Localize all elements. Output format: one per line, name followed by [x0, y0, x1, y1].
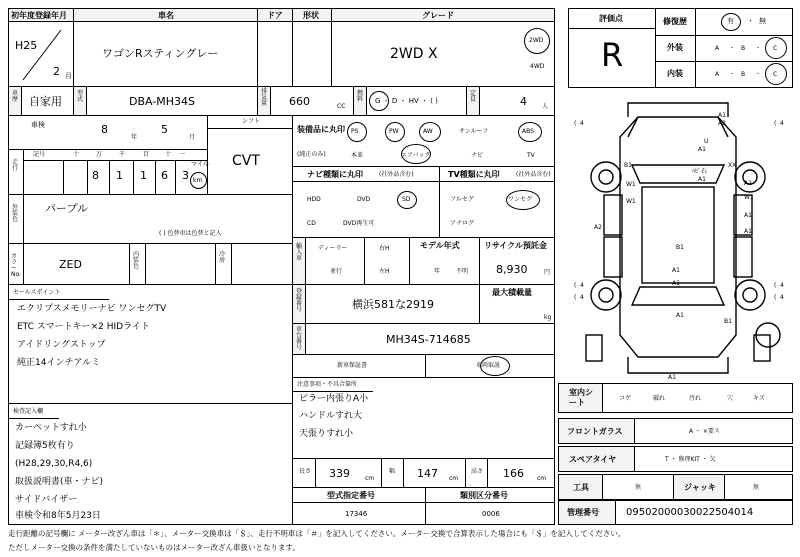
- color-value: パープル: [45, 202, 89, 215]
- drive-2wd: 2WD: [529, 37, 544, 44]
- tv-oneseg: ワンセグ: [508, 196, 533, 203]
- tools-label: 工具: [573, 483, 589, 492]
- interior-sheet-cell: [602, 383, 793, 413]
- reg-era-year: H25: [15, 39, 38, 52]
- int-grade-dot2: ・: [755, 71, 762, 78]
- fuel-cell: [366, 86, 467, 116]
- equip-tv: TV: [527, 152, 535, 159]
- capacity-label-cell: [466, 86, 480, 116]
- dmg-a1-left: A1: [698, 146, 706, 153]
- navi-label: ナビ種類に丸印: [307, 170, 363, 179]
- tools-value: 無: [635, 484, 642, 491]
- car-name: ワゴンRスティングレー: [102, 47, 219, 60]
- navi-cell: [292, 166, 440, 238]
- model-cell: [86, 86, 258, 116]
- int-grade-dot1: ・: [729, 71, 736, 78]
- model-year-unit: 年: [434, 268, 441, 275]
- management-label-cell: [558, 500, 616, 525]
- shape-cell: [292, 21, 332, 87]
- spare-label-cell: [558, 446, 635, 472]
- inspector-line-3: (H28,29,30,R4,6): [15, 459, 93, 469]
- bracket-5-open: (: [574, 294, 577, 301]
- dmg-w1-left2: W1: [626, 198, 636, 205]
- shift-label: シフト: [242, 118, 261, 125]
- inspection-month-unit: 月: [189, 134, 196, 141]
- bracket-4-open: (: [774, 282, 777, 289]
- fuel-label-cell: [353, 86, 367, 116]
- sales-points-cell: [8, 284, 293, 404]
- digit-header-1k: 千: [119, 151, 126, 158]
- spare-label: スペアタイヤ: [569, 455, 617, 464]
- ext-grade-dot2: ・: [755, 45, 762, 52]
- vehicle-manual: 車両取説: [476, 362, 501, 369]
- model-label-cell: [73, 86, 87, 116]
- ac-label: 冷房: [219, 251, 226, 264]
- footer-line-1: 走行距離の記号欄に メーター改ざん車は「＊」、メーター交換車は「＄」、走行不明車は「＃」を記入してください。メーター交換で合算表示した場合にも「＄」を記入してください。: [8, 529, 626, 538]
- recycle-value: 8,930: [496, 263, 528, 276]
- first-reg-cell: [8, 21, 74, 87]
- tools-cell: [602, 474, 674, 500]
- bracket-2-open: (: [774, 120, 777, 127]
- interior-color-label: 内装色: [133, 251, 140, 270]
- mileage-digit-1: 8: [92, 169, 99, 182]
- manual-cell: [425, 354, 555, 378]
- door-label: ドア: [267, 11, 283, 20]
- designation-cell: [292, 487, 426, 525]
- door-cell: [257, 21, 293, 87]
- category-value: 0006: [482, 510, 500, 518]
- sales-points-label: セールスポイント: [13, 289, 61, 296]
- windshield-cell: [634, 418, 793, 444]
- registration-label: 登録番号: [296, 288, 303, 313]
- int-grade-c: C: [773, 71, 778, 78]
- shape-header: [292, 8, 332, 22]
- repair-yes: 有: [727, 17, 734, 25]
- sales-line-2: ETC スマートキー×2 HIDライト: [17, 322, 150, 332]
- navi-cd: CD: [307, 220, 316, 227]
- usage: 自家用: [29, 95, 62, 108]
- usage-label-cell: [8, 86, 22, 116]
- bracket-6-num: 4: [780, 294, 784, 301]
- registration-cell: [305, 284, 480, 324]
- displacement-label-cell: [257, 86, 271, 116]
- inspection-year: 8: [101, 123, 108, 136]
- interior-hole: 穴: [727, 395, 734, 402]
- steering-cell: [364, 237, 410, 285]
- drive-4wd: 4WD: [530, 63, 545, 70]
- inspector-line-2: 記録簿5枚有り: [15, 441, 75, 451]
- shift-cell: [207, 115, 293, 195]
- capacity-cell: [479, 86, 555, 116]
- door-header: [257, 8, 293, 22]
- interior-sheet-label-cell: [558, 383, 603, 413]
- repair-dot: ・: [747, 17, 754, 25]
- digit-header-10k: 万: [96, 151, 103, 158]
- digit-header-10: 十: [165, 151, 172, 158]
- note-line-2: ハンドルすれ大: [299, 411, 363, 421]
- dmg-xx: XX: [728, 162, 737, 169]
- bracket-5-num: 4: [580, 294, 584, 301]
- exterior-label: 外装: [667, 43, 683, 52]
- spare-value: T ・ 修理KIT ・ 欠: [665, 456, 716, 463]
- management-label: 管理番号: [567, 508, 599, 517]
- registration-label-cell: [292, 284, 306, 324]
- shift-value: CVT: [232, 153, 260, 169]
- height-label: 高さ: [471, 468, 484, 475]
- tools-label-cell: [558, 474, 603, 500]
- jack-label: ジャッキ: [684, 483, 716, 492]
- ext-grade-dot1: ・: [729, 45, 736, 52]
- model-year-label: モデル年式: [420, 241, 460, 250]
- color-code-note: ( ) 色替車は色替と記入: [159, 230, 222, 237]
- fuel-label: 燃料: [357, 90, 364, 103]
- inspection-cell: [8, 115, 208, 150]
- usage-cell: [21, 86, 74, 116]
- windshield-label: フロントガラス: [567, 427, 623, 436]
- km-unit: km: [193, 177, 203, 184]
- width-value: 147: [417, 467, 438, 480]
- shape-label: 形状: [303, 11, 319, 20]
- equipment-sub: (純正のみ): [297, 151, 326, 158]
- navi-sd: SD: [402, 196, 411, 203]
- grade-header: [331, 8, 555, 22]
- jack-label-cell: [673, 474, 725, 500]
- equip-navi: ナビ: [471, 152, 484, 159]
- length-value: 339: [329, 467, 350, 480]
- bracket-1-open: (: [574, 120, 577, 127]
- car-name-cell: [73, 21, 258, 87]
- reg-month-unit: 月: [65, 72, 72, 80]
- digit-header-1: 一: [179, 151, 186, 158]
- ext-grade-c: C: [773, 45, 778, 52]
- jack-value: 無: [753, 484, 760, 491]
- color-cell: [8, 194, 293, 244]
- mileage-label: 走行: [12, 159, 19, 172]
- bracket-6-open: (: [774, 294, 777, 301]
- note-line-3: 天張りすれ小: [299, 429, 354, 439]
- notes-cell: [292, 377, 555, 459]
- inspector-label: 検査記入欄: [13, 408, 44, 415]
- windshield-value: A ・ ×要ス: [689, 428, 720, 435]
- designation-label: 型式指定番号: [327, 491, 375, 500]
- digit-header-100: 百: [143, 151, 150, 158]
- navi-sub: (社外品含む): [379, 171, 414, 178]
- tv-label: TV種類に丸印: [448, 170, 500, 179]
- equip-abs: ABS: [522, 128, 534, 135]
- spare-cell: [634, 446, 793, 472]
- equipment-cell: [292, 115, 555, 167]
- displacement-cell: [270, 86, 354, 116]
- dmg-b1-left: B1: [624, 162, 632, 169]
- chassis-label-cell: [292, 323, 306, 355]
- length-label: 長さ: [299, 468, 312, 475]
- first-reg-label: 初年度登録年月: [11, 11, 67, 20]
- max-load-label: 最大積載量: [492, 288, 532, 297]
- dmg-a1-right1: A1: [744, 212, 752, 219]
- import-parallel: 並行: [330, 268, 343, 275]
- reg-month: 2: [53, 65, 60, 78]
- capacity-label: 定員: [470, 90, 477, 103]
- int-grade-a: A: [715, 71, 720, 78]
- dimensions-cell: [292, 458, 555, 488]
- chassis-cell: [305, 323, 555, 355]
- equipment-label: 装備品に丸印: [297, 125, 345, 134]
- dmg-a1-bottom: A1: [676, 312, 684, 319]
- jack-cell: [724, 474, 793, 500]
- dmg-b1-right: B1: [724, 318, 732, 325]
- equip-sunroof: サンルーフ: [459, 128, 489, 135]
- mileage-digit-4: 6: [161, 169, 168, 182]
- interior-tear: 破れ: [653, 395, 666, 402]
- car-name-label: 車名: [158, 11, 174, 20]
- import-dealer: ディーラー: [318, 245, 348, 252]
- ext-grade-a: A: [715, 45, 720, 52]
- interior-scratch: キズ: [753, 395, 765, 402]
- sales-line-1: エクリプスメモリーナビ ワンセグTV: [17, 304, 167, 314]
- displacement: 660: [289, 95, 310, 108]
- cc-unit: CC: [337, 103, 346, 110]
- dmg-a1-mid: A1: [698, 176, 706, 183]
- evaluation-score: R: [601, 36, 624, 74]
- new-car-warranty: 新車保証書: [337, 362, 368, 369]
- repair-no: 無: [759, 17, 766, 25]
- tv-cell: [439, 166, 555, 238]
- car-diagram: [568, 95, 793, 381]
- dmg-a1-rear2: A1: [672, 280, 680, 287]
- inspector-line-1: カーペットすれ小: [15, 423, 87, 433]
- sales-line-3: アイドリングストップ: [17, 340, 106, 350]
- height-value: 166: [503, 467, 524, 480]
- color-no-value: ZED: [59, 258, 82, 271]
- equip-airbag: エアバック: [401, 152, 431, 159]
- inspection-year-unit: 年: [131, 134, 138, 141]
- inspection-month: 5: [161, 123, 168, 136]
- displacement-label: 排気量: [261, 88, 268, 107]
- designation-value: 17346: [345, 510, 368, 518]
- capacity-unit: 人: [542, 103, 549, 110]
- dmg-stone-chip: ﾊﾋﾞ石: [692, 168, 708, 175]
- ext-grade-b: B: [741, 45, 746, 52]
- color-no-label: カラーNo.: [11, 253, 21, 278]
- inspector-cell: [8, 403, 293, 525]
- usage-label: 車歴: [12, 90, 19, 103]
- first-reg-header: [8, 8, 74, 22]
- model: DBA-MH34S: [129, 95, 196, 108]
- color-no-cell: [8, 243, 293, 285]
- grade-cell: [331, 21, 555, 87]
- car-outline: [568, 95, 793, 378]
- bracket-3-open: (: [574, 282, 577, 289]
- dmg-w1-left: W1: [626, 181, 636, 188]
- navi-hdd: HDD: [307, 196, 321, 203]
- mileage-digit-3: 1: [140, 169, 147, 182]
- tv-analog: アナログ: [450, 220, 475, 227]
- chassis-label: 車台番号: [296, 326, 303, 351]
- recycle-label: リサイクル預託金: [484, 241, 547, 250]
- width-unit: cm: [449, 475, 459, 482]
- management-cell: [615, 500, 793, 525]
- mileage-digit-2: 1: [116, 169, 123, 182]
- import-label: 輸入車: [296, 243, 303, 262]
- height-unit: cm: [537, 475, 547, 482]
- dmg-a1-right2: A1: [744, 228, 752, 235]
- navi-dvd-play: DVD再生可: [343, 220, 375, 227]
- car-name-header: [73, 8, 258, 22]
- interior-label: 内装: [667, 69, 683, 78]
- bracket-3-num: 4: [580, 282, 584, 289]
- navi-dvd: DVD: [357, 196, 371, 203]
- model-year-cell: [409, 237, 480, 285]
- dmg-b1-center: B1: [676, 244, 684, 251]
- grade-value: 2WD X: [390, 46, 438, 62]
- dmg-a2-right: A2: [744, 180, 752, 187]
- repair-label: 修復歴: [663, 17, 687, 26]
- windshield-label-cell: [558, 418, 635, 444]
- equip-aw: AW: [423, 128, 433, 135]
- category-cell: [425, 487, 555, 525]
- sales-line-4: 純正14インチアルミ: [17, 358, 101, 368]
- notes-label: 注意事項・不具合箇所: [297, 381, 358, 388]
- int-grade-b: B: [741, 71, 746, 78]
- tv-sub: (社外品含む): [516, 171, 551, 178]
- fuel-options: G ・ D ・ HV ・ ( ): [375, 97, 438, 105]
- inspector-line-5: サイドバイザー: [15, 495, 78, 505]
- chassis-value: MH34S-714685: [386, 333, 471, 346]
- mileage-cell: [8, 149, 208, 195]
- model-year-unknown: 不明: [456, 268, 469, 275]
- tv-fullseg: フルセグ: [450, 196, 474, 203]
- footer-line-2: ただしメーター交換の条件を満たしていないものはメーター改ざん車扱いとなります。: [8, 543, 300, 552]
- dmg-a2-left: A2: [594, 224, 602, 231]
- registration-value: 横浜581な2919: [352, 298, 434, 311]
- interior-stain: 汚れ: [689, 395, 702, 402]
- import-dealer-cell: [305, 237, 365, 285]
- inspection-label: 車検: [31, 121, 45, 129]
- evaluation-panel: [568, 8, 793, 88]
- width-label: 幅: [389, 468, 396, 475]
- steering-right: 右H: [379, 245, 390, 252]
- max-load-cell: [479, 284, 555, 324]
- capacity: 4: [520, 95, 527, 108]
- evaluation-label: 評価点: [599, 14, 623, 23]
- category-label: 類別区分番号: [460, 491, 508, 500]
- grade-label: グレード: [422, 11, 454, 20]
- dmg-w1-right: W1: [744, 194, 754, 201]
- equip-leather: 本革: [351, 152, 364, 159]
- dmg-a1-bumper: A1: [668, 374, 676, 381]
- length-unit: cm: [365, 475, 375, 482]
- note-line-1: ピラー内張りA小: [299, 394, 369, 404]
- equip-ps: PS: [351, 128, 359, 135]
- import-label-cell: [292, 237, 306, 285]
- dmg-u-front: U: [704, 138, 709, 145]
- inspector-line-4: 取扱説明書(車・ナビ): [15, 477, 104, 487]
- digit-header-10m: 十: [73, 151, 80, 158]
- mileage-digit-5: 3: [182, 169, 189, 182]
- dmg-a1-rear1: A1: [672, 267, 680, 274]
- new-car-warranty-cell: [292, 354, 426, 378]
- interior-sheet-label: 室内シート: [569, 388, 593, 408]
- digit-header-mark: 記号: [33, 151, 46, 158]
- interior-burn: コゲ: [619, 395, 632, 402]
- model-label: 型式: [77, 90, 84, 103]
- equip-pw: PW: [389, 128, 399, 135]
- recycle-unit: 円: [544, 269, 551, 276]
- bracket-2-num: 4: [780, 120, 784, 127]
- mile-label: マイル: [191, 161, 209, 168]
- color-label: 外装色: [12, 204, 19, 223]
- inspector-line-6: 車検令和8年5月23日: [15, 511, 101, 521]
- steering-left: 左H: [379, 268, 390, 275]
- bracket-1-num: 4: [580, 120, 584, 127]
- bracket-4-num: 4: [780, 282, 784, 289]
- dmg-a1-front: A1: [718, 112, 726, 119]
- recycle-cell: [479, 237, 555, 285]
- management-value: 09502000030022504014: [626, 507, 754, 518]
- max-load-unit: kg: [544, 314, 552, 321]
- dmg-a2-front: A2: [718, 120, 726, 127]
